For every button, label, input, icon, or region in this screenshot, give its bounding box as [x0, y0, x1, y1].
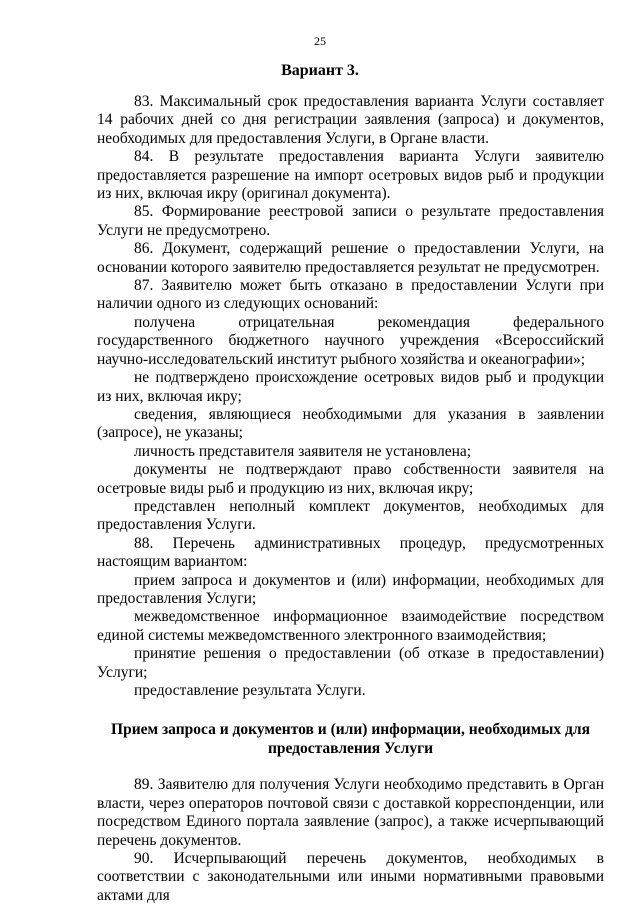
section-heading: Прием запроса и документов и (или) информации, необходимых для предоставления Услуги	[111, 721, 590, 758]
paragraph-84: 84. В результате предоставления варианта Услуги заявителю предоставляется разрешение на импорт осетровых видов рыб и продукции из них, включая икру (оригинал документа).	[97, 148, 604, 203]
procedure-item-2: межведомственное информационное взаимодействие посредством единой системы межведомственного электронного взаимодействия;	[97, 608, 604, 644]
refusal-reason-4: личность представителя заявителя не установлена;	[134, 442, 472, 460]
refusal-reason-6: представлен неполный комплект документов, необходимых для предоставления Услуги.	[97, 497, 604, 534]
procedure-item-4: предоставление результата Услуги.	[134, 682, 366, 699]
refusal-reason-5: документы не подтверждают право собственности заявителя на осетровые виды рыб и продукцию из них, включая икру;	[97, 461, 604, 497]
paragraph-88: 88. Перечень административных процедур, предусмотренных настоящим вариантом:	[97, 534, 604, 571]
paragraph-85: 85. Формирование реестровой записи о результате предоставления Услуги не предусмотрено.	[97, 203, 604, 239]
paragraph-86: 86. Документ, содержащий решение о предоставлении Услуги, на основании которого заявителю предоставляется результат не предусмотрен.	[97, 240, 604, 276]
refusal-reason-3: сведения, являющиеся необходимыми для указания в заявлении (запросе), не указаны;	[97, 405, 604, 442]
paragraph-89: 89. Заявителю для получения Услуги необходимо представить в Орган власти, через операторов почтовой связи с доставкой корреспонденции, или посредством Единого портала заявление (запрос), а также исчерпывающий перечень документов.	[97, 776, 604, 849]
paragraph-87: 87. Заявителю может быть отказано в предоставлении Услуги при наличии одного из следующих оснований:	[97, 277, 604, 313]
refusal-reason-2: не подтверждено происхождение осетровых видов рыб и продукции из них, включая икру;	[97, 369, 604, 405]
procedure-item-3: принятие решения о предоставлении (об отказе в предоставлении) Услуги;	[97, 645, 604, 681]
document-body	[97, 93, 604, 905]
refusal-reason-1: получена отрицательная рекомендация федерального государственного бюджетного научного учреждения «Всероссийский научно-исследовательский институт рыбного хозяйства и океанографии»;	[97, 313, 604, 368]
page-number: 25	[314, 34, 326, 48]
paragraph-83: 83. Максимальный срок предоставления варианта Услуги составляет 14 рабочих дней со дня регистрации заявления (запроса) и документов, необходимых для предоставления Услуги, в Органе власти.	[97, 93, 604, 147]
procedure-item-1: прием запроса и документов и (или) информации, необходимых для предоставления Услуги;	[97, 571, 604, 607]
variant-title: Вариант 3.	[281, 62, 359, 79]
paragraph-90: 90. Исчерпывающий перечень документов, необходимых в соответствии с законодательными или иными нормативными правовыми актами для	[97, 850, 604, 904]
